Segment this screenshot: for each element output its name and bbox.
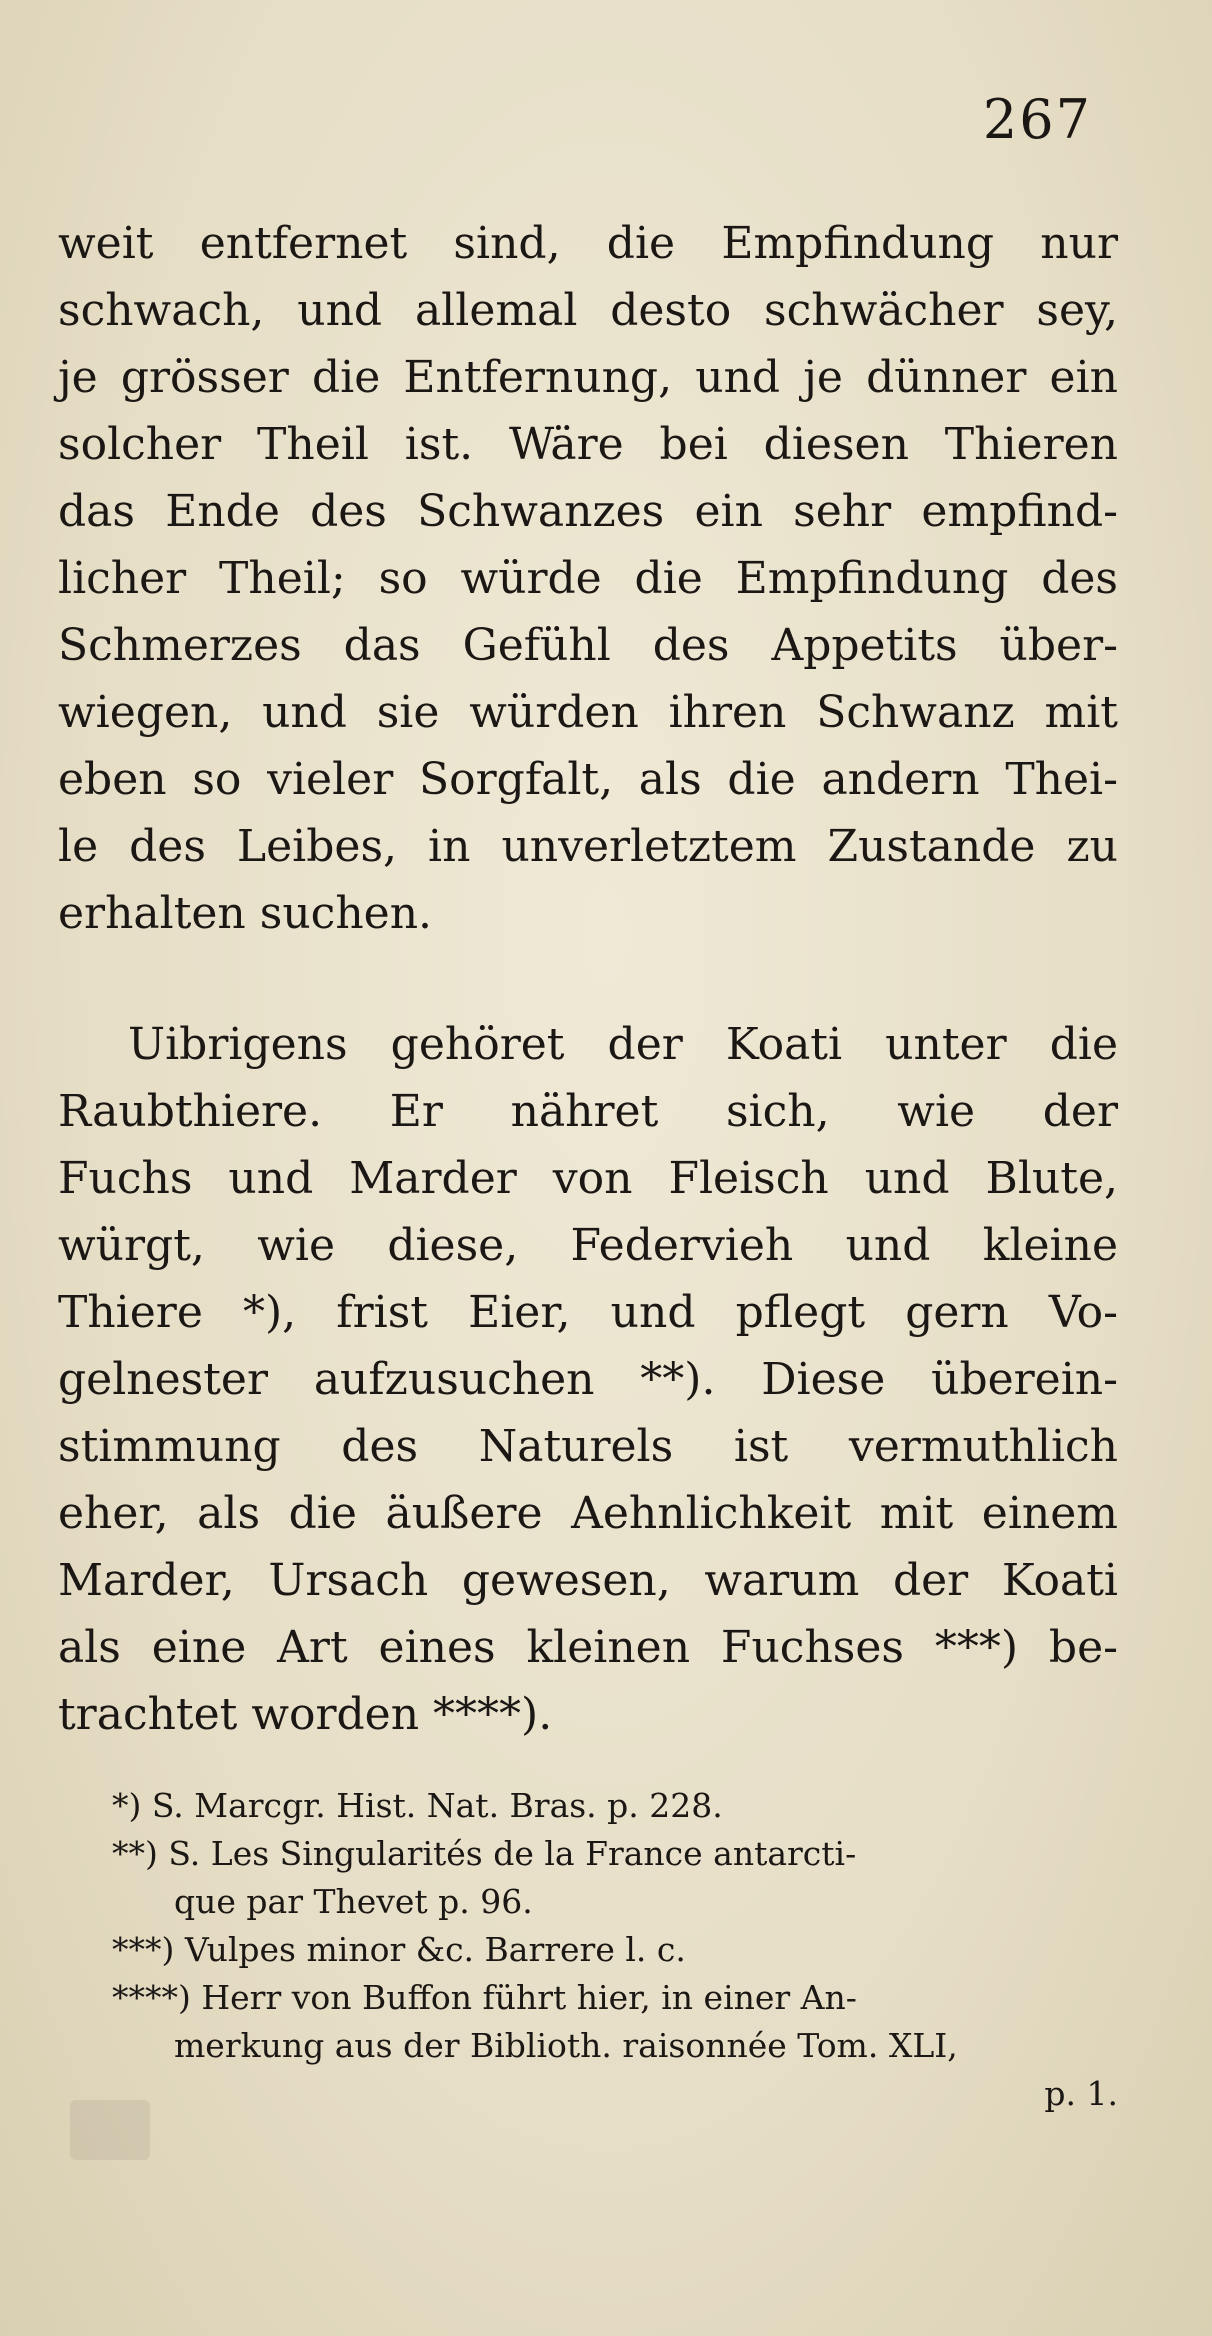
text-line: das Ende des Schwanzes ein sehr empfind- bbox=[58, 486, 1118, 537]
text-line: Marder, Ursach gewesen, warum der Koati bbox=[58, 1555, 1118, 1606]
text-line: eben so vieler Sorgfalt, als die andern Thei- bbox=[58, 754, 1118, 805]
text-line: licher Theil; so würde die Empfindung des bbox=[58, 553, 1118, 604]
page-number: 267 bbox=[982, 88, 1092, 151]
paragraph-1 bbox=[58, 210, 1118, 947]
footnote-4: ****) Herr von Buffon führt hier, in einer An- bbox=[112, 1978, 857, 2017]
text-line: Raubthiere. Er nähret sich, wie der bbox=[58, 1086, 1118, 1137]
ink-bleed-mark bbox=[70, 2100, 150, 2160]
text-line: trachtet worden ****). bbox=[58, 1689, 553, 1740]
text-line: weit entfernet sind, die Empfindung nur bbox=[58, 218, 1118, 269]
footnotes bbox=[112, 1782, 1122, 2118]
footnote-1: *) S. Marcgr. Hist. Nat. Bras. p. 228. bbox=[112, 1786, 723, 1825]
text-line: Uibrigens gehöret der Koati unter die bbox=[128, 1019, 1118, 1070]
text-line: solcher Theil ist. Wäre bei diesen Thieren bbox=[58, 419, 1118, 470]
text-line: erhalten suchen. bbox=[58, 888, 433, 939]
text-line: Schmerzes das Gefühl des Appetits über- bbox=[58, 620, 1118, 671]
paragraph-gap bbox=[58, 947, 1118, 1011]
text-line: schwach, und allemal desto schwächer sey, bbox=[58, 285, 1118, 336]
footnote-2: **) S. Les Singularités de la France antarcti- bbox=[112, 1834, 857, 1873]
text-line: gelnester aufzusuchen **). Diese überein- bbox=[58, 1354, 1118, 1405]
text-line: Fuchs und Marder von Fleisch und Blute, bbox=[58, 1153, 1118, 1204]
footnote-4-continuation: p. 1. bbox=[1044, 2074, 1118, 2113]
paragraph-2 bbox=[58, 1011, 1118, 1748]
text-line: eher, als die äußere Aehnlichkeit mit einem bbox=[58, 1488, 1118, 1539]
footnote-3: ***) Vulpes minor &c. Barrere l. c. bbox=[112, 1930, 686, 1969]
text-line: Thiere *), frist Eier, und pflegt gern Vo- bbox=[58, 1287, 1118, 1338]
body-text bbox=[58, 210, 1118, 1748]
text-line: le des Leibes, in unverletztem Zustande zu bbox=[58, 821, 1118, 872]
footnote-2-continuation: que par Thevet p. 96. bbox=[174, 1882, 533, 1921]
footnote-4-continuation: merkung aus der Biblioth. raisonnée Tom. XLI, bbox=[174, 2026, 958, 2065]
text-line: je grösser die Entfernung, und je dünner ein bbox=[58, 352, 1118, 403]
text-line: wiegen, und sie würden ihren Schwanz mit bbox=[58, 687, 1118, 738]
text-line: würgt, wie diese, Federvieh und kleine bbox=[58, 1220, 1118, 1271]
text-line: als eine Art eines kleinen Fuchses ***) be- bbox=[58, 1622, 1118, 1673]
text-line: stimmung des Naturels ist vermuthlich bbox=[58, 1421, 1118, 1472]
